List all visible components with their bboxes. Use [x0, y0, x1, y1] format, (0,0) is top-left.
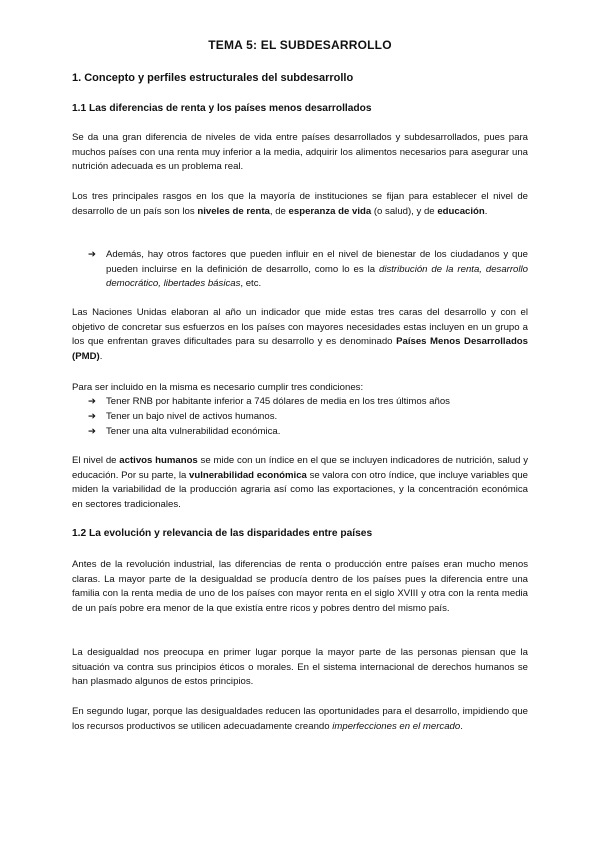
italic-factores: distribución de la renta, desarrollo democrático, libertades básicas [106, 263, 528, 290]
paragraph-nivel-de-vida: Se da una gran diferencia de niveles de vida entre países desarrollados y subdesarrollados, pues para muchos países con una renta muy inferior a la media, adquirir los alimentos necesarios para asegurar una nutrición adecuada es un problema real. [72, 132, 528, 173]
paragraph-activos-humanos: El nivel de activos humanos se mide con un índice en el que se incluyen indicadores de nutrición, salud y educación. Por su parte, la vulnerabilidad económica se valora con otro índice, que incluye variables que miden la variabilidad de la producción agraria así como las exportaciones, y la concentración económica en sectores tradicionales. [72, 455, 529, 510]
paragraph-condiciones: Para ser incluido en la misma es necesario cumplir tres condiciones: [72, 382, 364, 393]
condition-item: ➔ Tener un bajo nivel de activos humanos. [88, 410, 528, 425]
arrow-bullet-icon: ➔ [88, 411, 97, 422]
arrow-bullet-icon: ➔ [88, 426, 97, 437]
document-title: TEMA 5: EL SUBDESARROLLO [208, 38, 392, 52]
paragraph-tres-rasgos: Los tres principales rasgos en los que la mayoría de instituciones se fijan para establecer el nivel de desarrollo de un país son los niveles de renta, de esperanza de vida (o salud), y de educación. [72, 191, 528, 217]
paragraph-revolucion-industrial: Antes de la revolución industrial, las diferencias de renta o producción entre países eran mucho menos claras. La mayor parte de la desigualdad se producía dentro de los países pues la diferencia entre una familia con la renta media de uno de los países con mayor renta en el siglo XVIII y otra con la renta media de un país pobre era menor de la que existía entre ricos y pobres dentro del mismo país. [72, 559, 528, 614]
term-educacion: educación [437, 205, 485, 217]
term-activos-humanos: activos humanos [119, 455, 198, 466]
paragraph-desigualdad-etica: La desigualdad nos preocupa en primer lugar porque la mayor parte de las personas piensan que la situación va contra sus principios éticos o morales. En el sistema internacional de derechos humanos se han plasmado algunos de estos principios. [72, 647, 528, 688]
subsection-heading-1-2: 1.2 La evolución y relevancia de las disparidades entre países [72, 528, 373, 539]
subsection-heading-1-1: 1.1 Las diferencias de renta y los países menos desarrollados [72, 103, 372, 114]
condition-item: ➔ Tener una alta vulnerabilidad económica. [88, 425, 528, 440]
bullet-otros-factores: ➔ Además, hay otros factores que pueden influir en el nivel de bienestar de los ciudadanos y que pueden incluirse en la definición de desarrollo, como lo es la distribución de la renta, desarrollo democrático, libertades básicas, etc. [88, 249, 528, 290]
italic-imperfecciones: imperfecciones en el mercado [332, 720, 461, 732]
section-heading-1: 1. Concepto y perfiles estructurales del subdesarrollo [72, 72, 354, 84]
term-esperanza-de-vida: esperanza de vida [288, 205, 372, 217]
arrow-bullet-icon: ➔ [88, 396, 97, 407]
term-vulnerabilidad-economica: vulnerabilidad económica [189, 469, 307, 481]
paragraph-oportunidades: En segundo lugar, porque las desigualdades reducen las oportunidades para el desarrollo, impidiendo que los recursos productivos se utilicen adecuadamente creando imperfecciones en el mercado. [72, 706, 528, 732]
term-niveles-de-renta: niveles de renta [197, 205, 270, 217]
arrow-bullet-icon: ➔ [88, 249, 97, 260]
term-pmd: Países Menos Desarrollados (PMD) [72, 336, 528, 362]
condition-item: ➔ Tener RNB por habitante inferior a 745 dólares de media en los tres últimos años [88, 395, 528, 410]
paragraph-naciones-unidas: Las Naciones Unidas elaboran al año un indicador que mide estas tres caras del desarrollo y con el objetivo de concretar sus esfuerzos en los países con mayores necesidades estas incluyen en un grupo a los que enfrentan graves dificultades para su desarrollo y es denominado Países Menos Desarrollados (PMD). [72, 307, 528, 362]
